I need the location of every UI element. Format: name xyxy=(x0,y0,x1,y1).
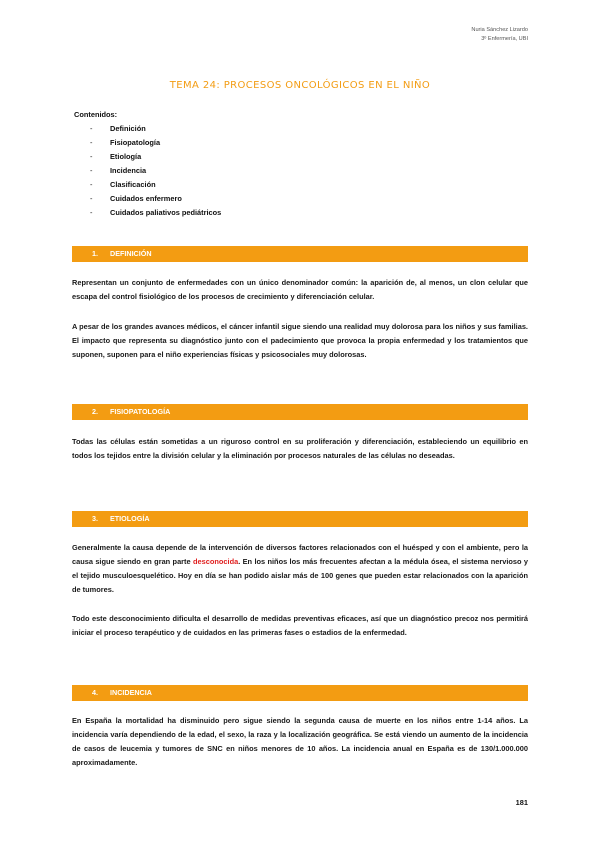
section-title: ETIOLOGÍA xyxy=(110,514,150,523)
bullet-dash: - xyxy=(90,166,93,175)
paragraph: En España la mortalidad ha disminuido pero sigue siendo la segunda causa de muerte en los niños entre 1-14 años. La incidencia varía dependiendo de la edad, el sexo, la raza y la localización geográfica. Se está viendo un aumento de la incidencia de casos de leucemia y tumores de SNC en niños menores de 10 años. La incidencia anual en España es de 130/1.000.000 aproximadamente. xyxy=(72,716,528,767)
section-header-fisiopatologia xyxy=(72,404,528,420)
contents-item-label: Incidencia xyxy=(110,166,147,175)
paragraph: Todas las células están sometidas a un riguroso control en su proliferación y diferenciación, estableciendo un equilibrio en todos los tejidos entre la división celular y la eliminación por procesos naturales de las células no deseadas. xyxy=(72,437,528,460)
list-item xyxy=(74,150,221,164)
contents-item-label: Fisiopatología xyxy=(110,138,161,147)
contents-item-label: Etiología xyxy=(110,152,142,161)
section-number: 3. xyxy=(92,514,98,523)
paragraph-text: Generalmente la causa depende de la intervención de diversos factores relacionados con el huésped y con el ambiente, pero la causa sigue siendo en gran parte xyxy=(72,543,528,566)
document-header xyxy=(471,26,528,44)
contents-item-label: Cuidados paliativos pediátricos xyxy=(110,208,222,217)
list-item xyxy=(74,164,221,178)
bullet-dash: - xyxy=(90,124,93,133)
bullet-dash: - xyxy=(90,180,93,189)
list-item xyxy=(74,122,221,136)
list-item xyxy=(74,136,221,150)
contents-list xyxy=(74,122,221,220)
table-of-contents xyxy=(74,110,221,220)
section-header-etiologia xyxy=(72,511,528,527)
section-number: 4. xyxy=(92,688,98,697)
paragraph xyxy=(72,541,528,597)
course-name: 3º Enfermería, UBI xyxy=(481,36,528,42)
paragraph-text: . En los niños los más frecuentes afectan a la médula ósea, el sistema nervioso y el tejido musculoesquelético. Hoy en día se han podido aislar más de 100 genes que pueden estar relacionados con la aparición de tumores. xyxy=(72,556,528,594)
section-header-incidencia xyxy=(72,685,528,701)
contents-item-label: Cuidados enfermero xyxy=(110,194,182,203)
bullet-dash: - xyxy=(90,208,93,217)
bullet-dash: - xyxy=(90,194,93,203)
page-title: TEMA 24: PROCESOS ONCOLÓGICOS EN EL NIÑO xyxy=(169,80,431,91)
bullet-dash: - xyxy=(90,138,93,147)
section-header-definicion xyxy=(72,246,528,262)
list-item xyxy=(74,192,221,206)
contents-item-label: Definición xyxy=(110,124,146,133)
paragraph: A pesar de los grandes avances médicos, el cáncer infantil sigue siendo una realidad muy dolorosa para los niños y sus familias. El impacto que representa su diagnóstico junto con el padecimiento que provoca la propia enfermedad y los tratamientos que suponen, suponen para el niño experiencias físicas y psicosociales muy dolorosas. xyxy=(72,322,528,359)
section-title: INCIDENCIA xyxy=(110,688,152,697)
author-name: Nuria Sánchez Lizardo xyxy=(471,27,528,33)
bullet-dash: - xyxy=(90,152,93,161)
section-number: 1. xyxy=(92,249,98,258)
list-item xyxy=(74,206,221,220)
page-number: 181 xyxy=(515,798,528,807)
section-title: DEFINICIÓN xyxy=(110,249,152,258)
section-number: 2. xyxy=(92,407,98,416)
contents-label: Contenidos: xyxy=(74,110,118,119)
contents-item-label: Clasificación xyxy=(110,180,156,189)
highlighted-word: desconocida xyxy=(193,556,239,566)
section-title: FISIOPATOLOGÍA xyxy=(110,407,171,416)
paragraph: Representan un conjunto de enfermedades con un único denominador común: la aparición de, al menos, un clon celular que escapa del control fisiológico de los procesos de crecimiento y diferenciación celular. xyxy=(72,278,528,301)
paragraph: Todo este desconocimiento dificulta el desarrollo de medidas preventivas eficaces, así que un diagnóstico precoz nos permitirá iniciar el proceso terapéutico y de cuidados en las primeras fases o estadios de la enfermedad. xyxy=(72,614,528,637)
list-item xyxy=(74,178,221,192)
